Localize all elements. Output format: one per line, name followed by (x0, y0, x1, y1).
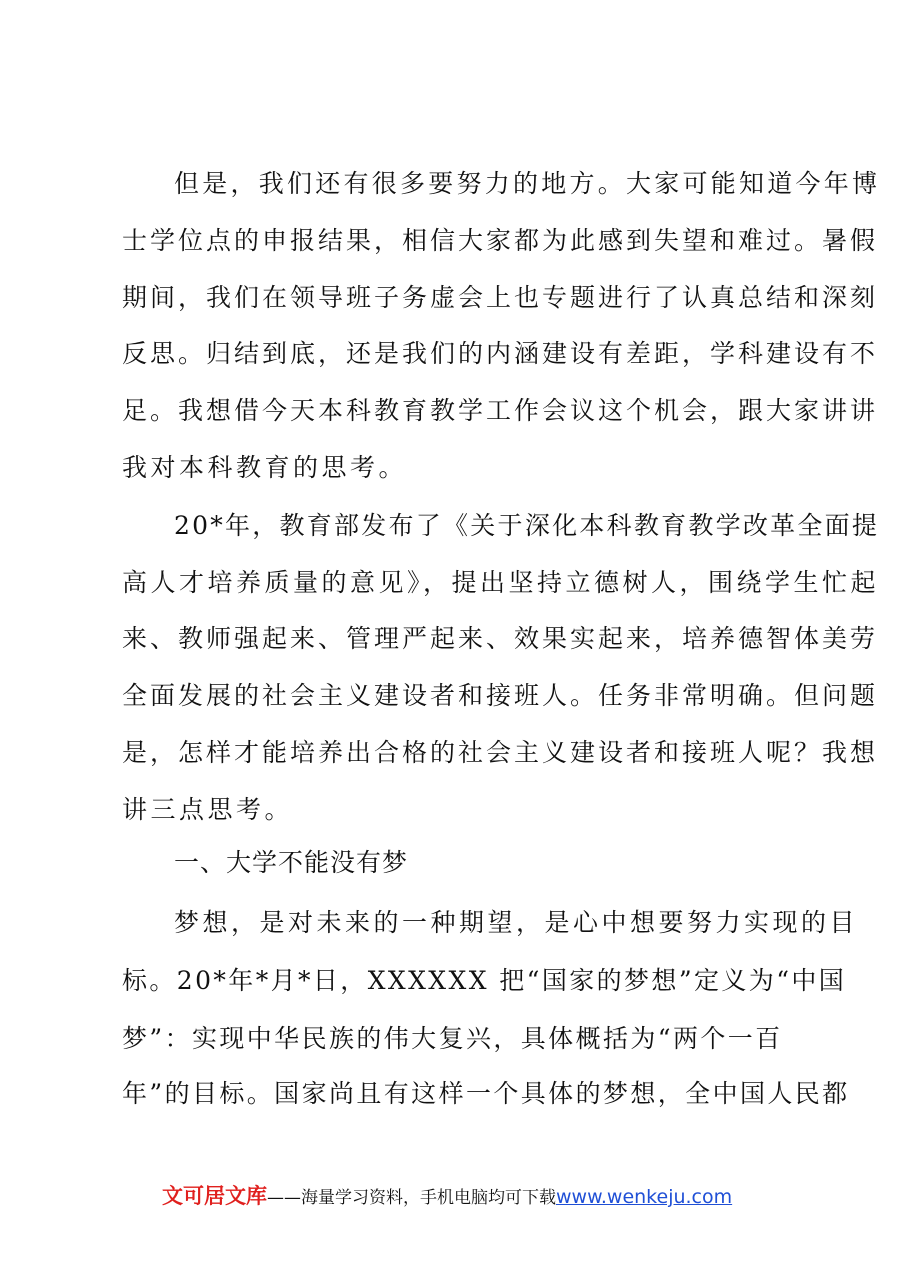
paragraph-3-line-4: 年”的目标。国家尚且有这样一个具体的梦想，全中国人民都 (122, 1079, 850, 1108)
paragraph-1-line-6: 我对本科教育的思考。 (122, 453, 408, 482)
footer-brand: 文可居文库 (162, 1184, 267, 1208)
footer-url-link[interactable]: www.wenkeju.com (556, 1186, 733, 1208)
paragraph-2-line-1: 20*年，教育部发布了《关于深化本科教育教学改革全面提 (174, 511, 880, 540)
paragraph-2-line-2: 高人才培养质量的意见》，提出坚持立德树人，围绕学生忙起 (122, 568, 880, 597)
footer-slogan: ——海量学习资料，手机电脑均可下载 (267, 1188, 556, 1208)
paragraph-1-line-2: 士学位点的申报结果，相信大家都为此感到失望和难过。暑假 (122, 226, 879, 255)
paragraph-2-line-6: 讲三点思考。 (122, 795, 294, 824)
paragraph-2-line-3: 来、教师强起来、管理严起来、效果实起来，培养德智体美劳 (122, 624, 879, 653)
paragraph-3-line-1: 梦想，是对未来的一种期望，是心中想要努力实现的目 (174, 908, 859, 937)
footer-banner (162, 1178, 732, 1214)
paragraph-2-line-4: 全面发展的社会主义建设者和接班人。任务非常明确。但问题 (122, 681, 879, 710)
paragraph-1-line-5: 足。我想借今天本科教育教学工作会议这个机会，跟大家讲讲 (122, 396, 879, 425)
paragraph-3-line-2: 标。20*年*月*日，XXXXXX 把“国家的梦想”定义为“中国 (122, 966, 847, 995)
section-heading: 一、大学不能没有梦 (174, 848, 409, 877)
paragraph-3-line-3: 梦”：实现中华民族的伟大复兴，具体概括为“两个一百 (122, 1024, 783, 1053)
paragraph-1-line-1: 但是，我们还有很多要努力的地方。大家可能知道今年博 (174, 169, 881, 198)
paragraph-2-line-5: 是，怎样才能培养出合格的社会主义建设者和接班人呢？我想 (122, 738, 879, 767)
paragraph-1-line-4: 反思。归结到底，还是我们的内涵建设有差距，学科建设有不 (122, 339, 879, 368)
paragraph-1-line-3: 期间，我们在领导班子务虚会上也专题进行了认真总结和深刻 (122, 283, 879, 312)
